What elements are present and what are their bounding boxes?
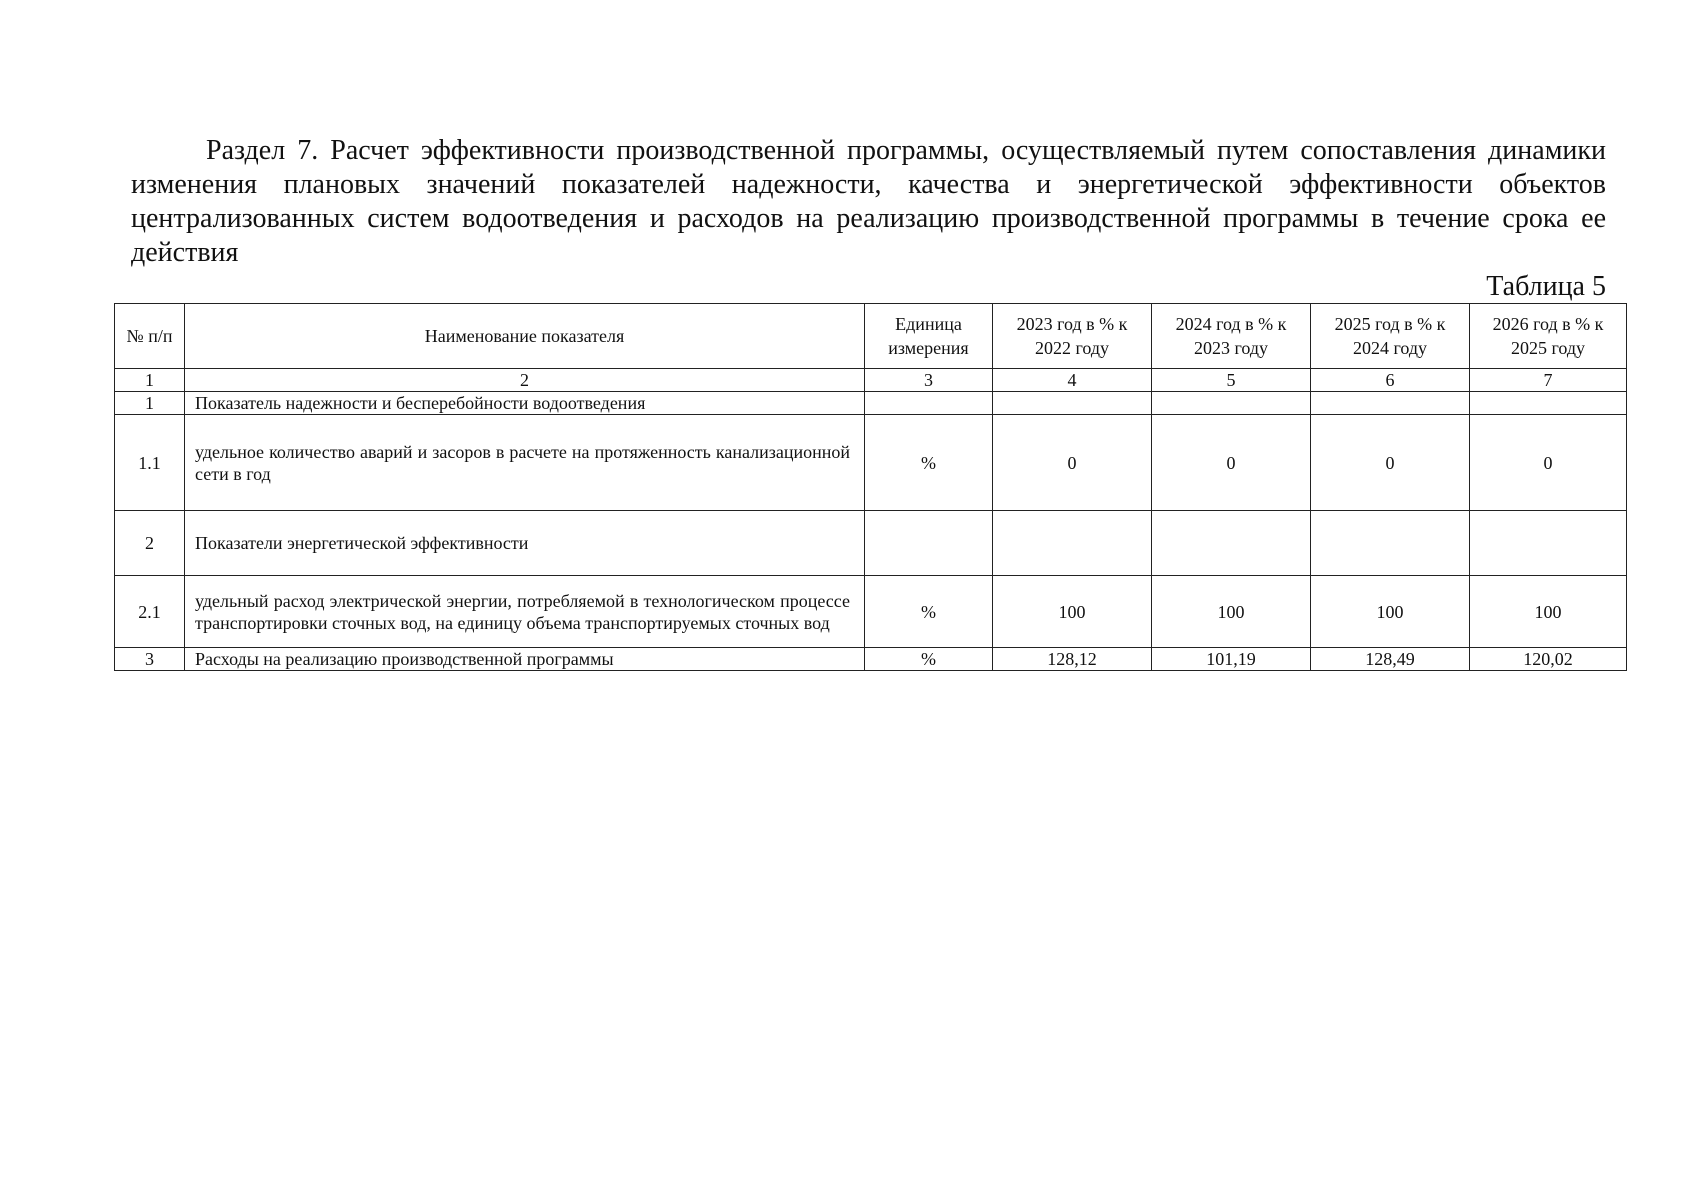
row-value-2024 <box>1152 511 1311 576</box>
header-2026: 2026 год в % к 2025 году <box>1470 304 1627 369</box>
row-value-2026: 120,02 <box>1470 648 1627 671</box>
row-value-2023 <box>993 511 1152 576</box>
row-value-2025: 0 <box>1311 415 1470 511</box>
row-value-2024 <box>1152 392 1311 415</box>
header-2024: 2024 год в % к 2023 году <box>1152 304 1311 369</box>
row-unit: % <box>865 415 993 511</box>
column-number: 4 <box>993 369 1152 392</box>
header-unit: Единица измерения <box>865 304 993 369</box>
row-value-2023 <box>993 392 1152 415</box>
table-row <box>115 415 1627 511</box>
row-name: Показатель надежности и бесперебойности водоотведения <box>185 392 865 415</box>
section-heading: Раздел 7. Расчет эффективности производственной программы, осуществляемый путем сопоставления динамики изменения плановых значений показателей надежности, качества и энергетической эффективности объектов централизованных систем водоотведения и расходов на реализацию производственной программы в течение срока ее действия <box>131 135 1606 268</box>
row-value-2023: 0 <box>993 415 1152 511</box>
table-header-row <box>115 304 1627 369</box>
indicators-table <box>114 303 1627 671</box>
table-row <box>115 511 1627 576</box>
row-unit <box>865 511 993 576</box>
row-value-2026: 100 <box>1470 576 1627 648</box>
row-value-2025 <box>1311 511 1470 576</box>
row-value-2026 <box>1470 392 1627 415</box>
table-caption: Таблица 5 <box>1486 271 1606 302</box>
row-name: Расходы на реализацию производственной программы <box>185 648 865 671</box>
row-name: удельный расход электрической энергии, потребляемой в технологическом процессе транспортировки сточных вод, на единицу объема транспортируемых сточных вод <box>185 576 865 648</box>
column-number: 3 <box>865 369 993 392</box>
row-unit: % <box>865 648 993 671</box>
row-value-2026 <box>1470 511 1627 576</box>
row-value-2024: 101,19 <box>1152 648 1311 671</box>
column-numbers-row <box>115 369 1627 392</box>
row-num: 1.1 <box>115 415 185 511</box>
table-row <box>115 576 1627 648</box>
row-num: 3 <box>115 648 185 671</box>
column-number: 6 <box>1311 369 1470 392</box>
table-row <box>115 392 1627 415</box>
row-value-2023: 100 <box>993 576 1152 648</box>
column-number: 7 <box>1470 369 1627 392</box>
header-name: Наименование показателя <box>185 304 865 369</box>
row-value-2025 <box>1311 392 1470 415</box>
row-unit <box>865 392 993 415</box>
row-num: 2.1 <box>115 576 185 648</box>
column-number: 1 <box>115 369 185 392</box>
column-number: 2 <box>185 369 865 392</box>
row-name: Показатели энергетической эффективности <box>185 511 865 576</box>
row-num: 2 <box>115 511 185 576</box>
header-2025: 2025 год в % к 2024 году <box>1311 304 1470 369</box>
header-num: № п/п <box>115 304 185 369</box>
row-unit: % <box>865 576 993 648</box>
row-num: 1 <box>115 392 185 415</box>
column-number: 5 <box>1152 369 1311 392</box>
header-2023: 2023 год в % к 2022 году <box>993 304 1152 369</box>
row-value-2025: 128,49 <box>1311 648 1470 671</box>
row-value-2025: 100 <box>1311 576 1470 648</box>
row-value-2024: 100 <box>1152 576 1311 648</box>
row-value-2023: 128,12 <box>993 648 1152 671</box>
row-value-2026: 0 <box>1470 415 1627 511</box>
row-name: удельное количество аварий и засоров в расчете на протяженность канализационной сети в год <box>185 415 865 511</box>
table-row <box>115 648 1627 671</box>
row-value-2024: 0 <box>1152 415 1311 511</box>
